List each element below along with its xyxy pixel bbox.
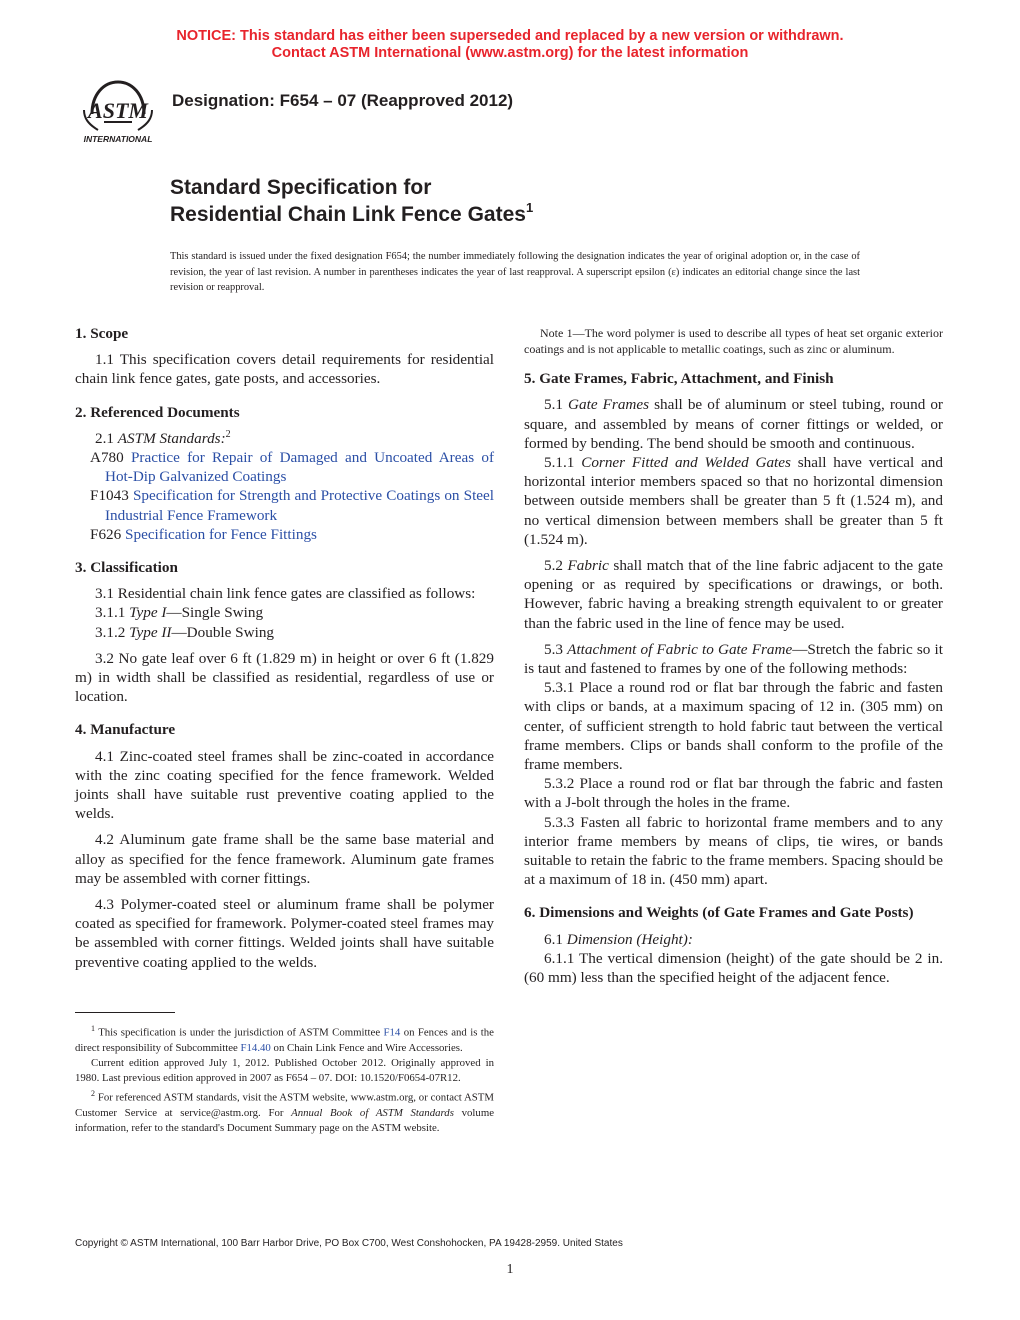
notice-line-2: Contact ASTM International (www.astm.org) for the latest information: [271, 45, 749, 61]
para-3-1-2: 3.1.2 Type II—Double Swing: [95, 623, 274, 641]
designation: Designation: F654 – 07 (Reapproved 2012): [172, 91, 514, 110]
notice-line-1: NOTICE: This standard has either been superseded and replaced by a new version or withdrawn.: [176, 28, 844, 44]
section-2-heading: 2. Referenced Documents: [75, 403, 240, 421]
logo-subtitle: INTERNATIONAL: [83, 134, 153, 144]
left-column: [75, 324, 494, 972]
para-4-1: 4.1 Zinc-coated steel frames shall be zinc-coated in accordance with the zinc coating specified for the fence framework. Welded joints shall have suitable rust preventive coating applied to the welds.: [75, 747, 494, 823]
right-column: [524, 326, 943, 987]
para-3-1-1: 3.1.1 Type I—Single Swing: [95, 604, 264, 622]
title-footnote-marker: 1: [525, 200, 534, 215]
section-6-heading: 6. Dimensions and Weights (of Gate Frames and Gate Posts): [524, 904, 914, 922]
footnotes: [75, 1021, 494, 1137]
ref-a780: A780 Practice for Repair of Damaged and Uncoated Areas of Hot-Dip Galvanized Coatings: [90, 449, 494, 486]
footnote-2: $^2$ For referenced ASTM standards, visit the ASTM website, www.astm.org, or contact ASTM Customer Service at service@astm.org. For Annual Book of ASTM Standards volume information, refer to the standard's Document Summary page on the ASTM website.: [75, 1089, 495, 1135]
para-6-1-1: 6.1.1 The vertical dimension (height) of the gate should be 2 in. (60 mm) less than the specified height of the adjacent fence.: [524, 949, 943, 987]
withdrawal-notice: [0, 28, 1020, 62]
para-5-1-1: 5.1.1 Corner Fitted and Welded Gates shall have vertical and horizontal interior members spaced so that no horizontal dimension between outside members shall be greater than 5 ft (1.524 m), and no vertical dimension between members shall be greater than 5 ft (1.524 m).: [524, 454, 943, 548]
footnote-rule: [75, 1012, 175, 1013]
para-4-3: 4.3 Polymer-coated steel or aluminum frame shall be polymer coated as specified for framework. Polymer-coated steel frames may be assembled with corner fittings. Welded joints shall have suitable preventive coating applied to the welds.: [75, 896, 494, 971]
astm-logo: [74, 74, 162, 146]
title-line-2: Residential Chain Link Fence Gates$^1$: [170, 200, 534, 226]
para-5-3-2: 5.3.2 Place a round rod or flat bar through the fabric and fasten with a J-bolt through the holes in the frame.: [524, 775, 943, 812]
issuance-statement: This standard is issued under the fixed designation F654; the number immediately following the designation indicates the year of original adoption or, in the case of revision, the year of last revision. A number in parentheses indicates the year of last reapproval. A superscript epsilon (ε) indicates an editorial change since the last revision or reapproval.: [170, 251, 860, 294]
section-3-heading: 3. Classification: [75, 559, 178, 577]
para-3-1: 3.1 Residential chain link fence gates are classified as follows:: [95, 585, 476, 603]
para-3-2: 3.2 No gate leaf over 6 ft (1.829 m) in height or over 6 ft (1.829 m) in width shall be classified as residential, regardless of use or location.: [75, 649, 494, 706]
para-5-2: 5.2 Fabric shall match that of the line fabric adjacent to the gate opening or as required by specifications or drawings, or both. However, fabric having a breaking strength equivalent to or greater than the fabric used in the line of fence may be used.: [524, 557, 943, 632]
para-5-3-1: 5.3.1 Place a round rod or flat bar through the fabric and fasten with clips or bands, at a maximum spacing of 12 in. (305 mm) on center, of sufficient strength to hold fabric taut between the vertical frame members. Clips or bands shall conform to the profile of the frame members.: [524, 679, 943, 774]
ref-f626: F626 Specification for Fence Fittings: [90, 525, 317, 543]
section-4-heading: 4. Manufacture: [75, 721, 176, 739]
note-1: Note 1—The word polymer is used to describe all types of heat set organic exterior coatings and is not applicable to metallic coatings, such as zinc or aluminum.: [524, 326, 944, 356]
footnote-1: $^1$ This specification is under the jurisdiction of ASTM Committee F14 on Fences and is the direct responsibility of Subcommittee F14.40 on Chain Link Fence and Wire Accessories.: [75, 1024, 494, 1054]
ref-f626-link[interactable]: Specification for Fence Fittings: [125, 525, 317, 543]
ref-f1043: F1043 Specification for Strength and Protective Coatings on Steel Industrial Fence Framework: [90, 487, 494, 524]
footnote-1-edition: Current edition approved July 1, 2012. Published October 2012. Originally approved in 1980. Last previous edition approved in 2007 as F654 – 07. DOI: 10.1520/F0654-07R12.: [75, 1057, 494, 1085]
title-line-1: Standard Specification for: [170, 176, 432, 199]
document-title: [170, 174, 533, 228]
section-1-heading: 1. Scope: [75, 325, 129, 342]
para-1-1: 1.1 This specification covers detail requirements for residential chain link fence gates, gate posts, and accessories.: [75, 351, 494, 388]
section-5-heading: 5. Gate Frames, Fabric, Attachment, and Finish: [524, 370, 834, 388]
para-6-1: 6.1 Dimension (Height):: [544, 930, 693, 948]
ref-f1043-link[interactable]: Specification for Strength and Protective Coatings on Steel Industrial Fence Framework: [105, 487, 494, 524]
para-5-3: 5.3 Attachment of Fabric to Gate Frame—Stretch the fabric so it is taut and fastened to frames by one of the following methods:: [524, 640, 943, 678]
page-number: 1: [506, 1262, 514, 1277]
committee-f14-link[interactable]: F14: [383, 1026, 401, 1039]
subcommittee-f14-40-link[interactable]: F14.40: [240, 1041, 271, 1054]
copyright-line: Copyright © ASTM International, 100 Barr Harbor Drive, PO Box C700, West Conshohocken, PA 19428-2959. United States: [75, 1238, 623, 1249]
ref-a780-link[interactable]: Practice for Repair of Damaged and Uncoated Areas of Hot-Dip Galvanized Coatings: [105, 449, 494, 486]
para-4-2: 4.2 Aluminum gate frame shall be the same base material and alloy as specified for the fence framework. Aluminum gate frames may be assembled with corner fittings.: [75, 831, 494, 887]
para-2-1: 2.1 ASTM Standards:$^2$: [95, 428, 231, 447]
logo-letters: ASTM: [88, 98, 148, 123]
para-5-1: 5.1 Gate Frames shall be of aluminum or steel tubing, round or square, and assembled by means of corner fittings or welded, or formed by bending. The bend should be smooth and continuous.: [524, 396, 943, 452]
para-5-3-3: 5.3.3 Fasten all fabric to horizontal frame members and to any interior frame members by means of clips, tie wires, or bands suitable to retain the fabric to the frame members. Spacing should be at a maximum of 18 in. (450 mm) apart.: [524, 813, 943, 889]
